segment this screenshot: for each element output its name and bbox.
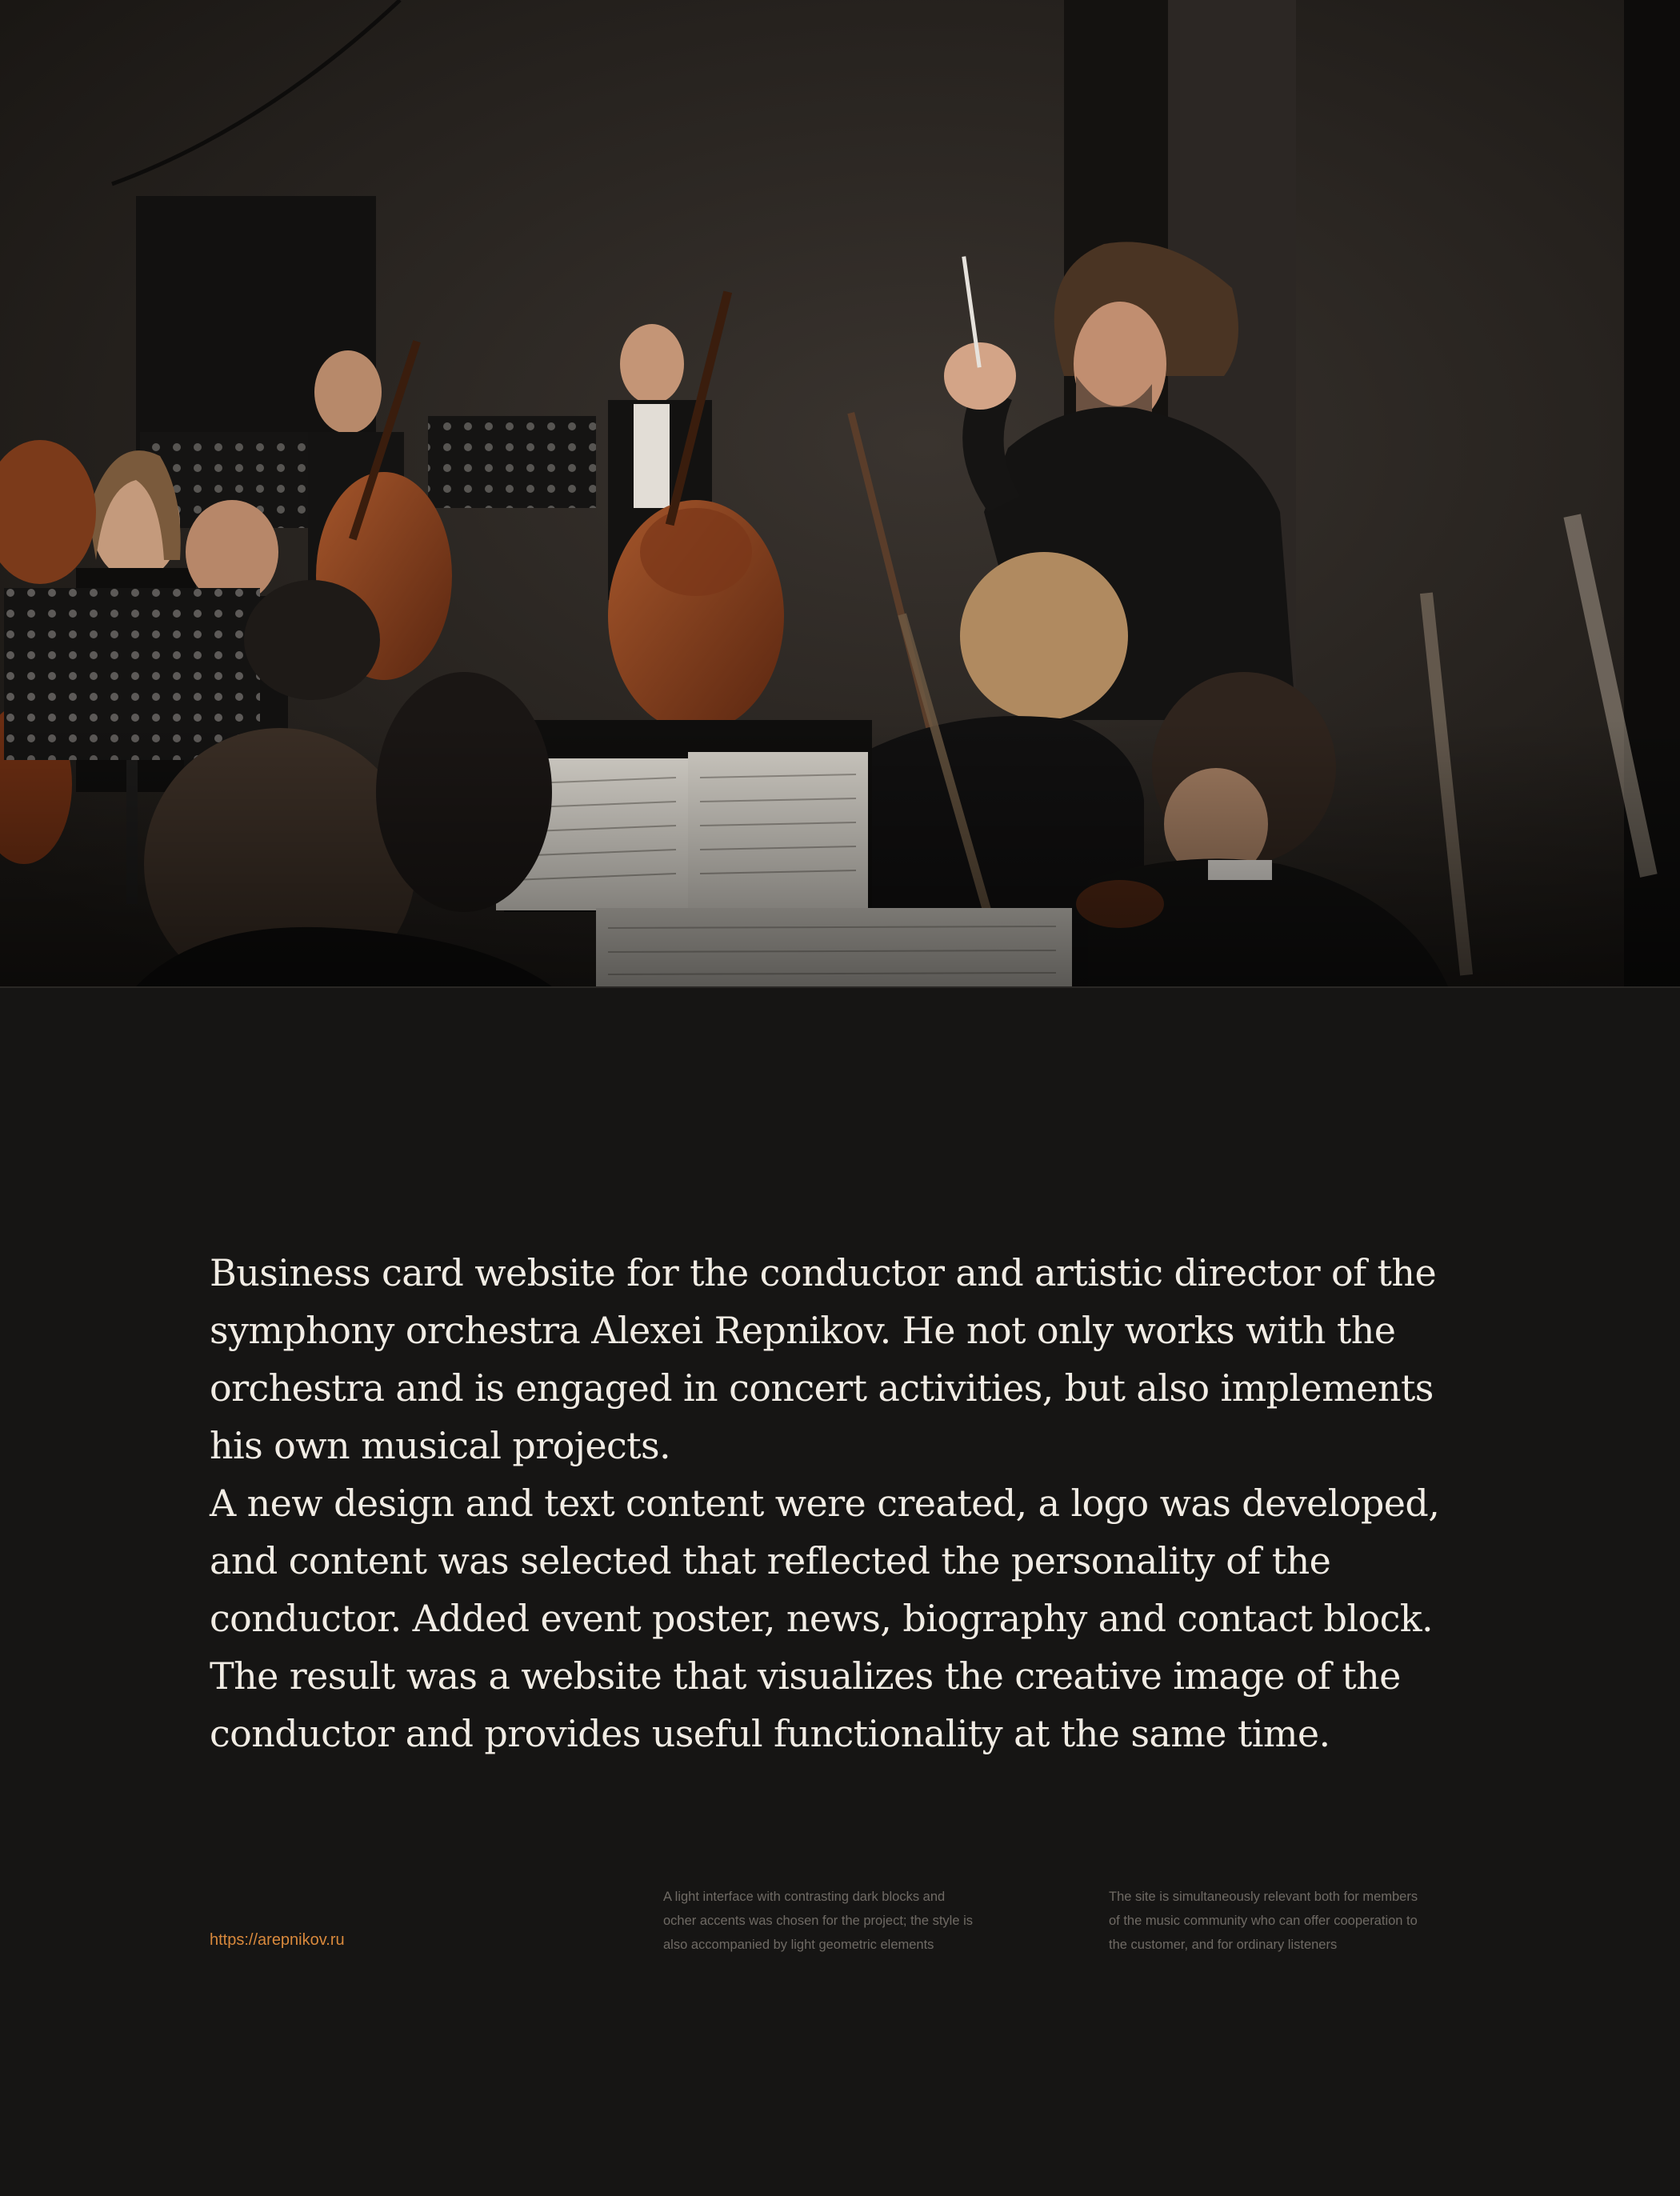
design-note: A light interface with contrasting dark blocks and ocher accents was chosen for the project; the style is also accompanied by light geometric elements	[663, 1890, 974, 1952]
description-paragraph-intro: Business card website for the conductor and artistic director of the symphony orchestra Alexei Repnikov. He not only works with the orchestra and is engaged in concert activities, but also implements his own musical projects.	[210, 1251, 1437, 1467]
description-paragraph-result: A new design and text content were created, a logo was developed, and content was selected that reflected the personality of the conductor. Added event poster, news, biography and contact block. The result was a website that visualizes the creative image of the conductor and provides useful functionality at the same time.	[210, 1482, 1440, 1755]
hero-divider	[0, 986, 1680, 988]
project-description	[210, 1244, 1490, 1762]
audience-note: The site is simultaneously relevant both for members of the music community who can offer cooperation to the customer, and for ordinary listeners	[1109, 1890, 1418, 1952]
project-site-link[interactable]: https://arepnikov.ru	[210, 1931, 345, 1949]
hero-photo	[0, 0, 1680, 986]
